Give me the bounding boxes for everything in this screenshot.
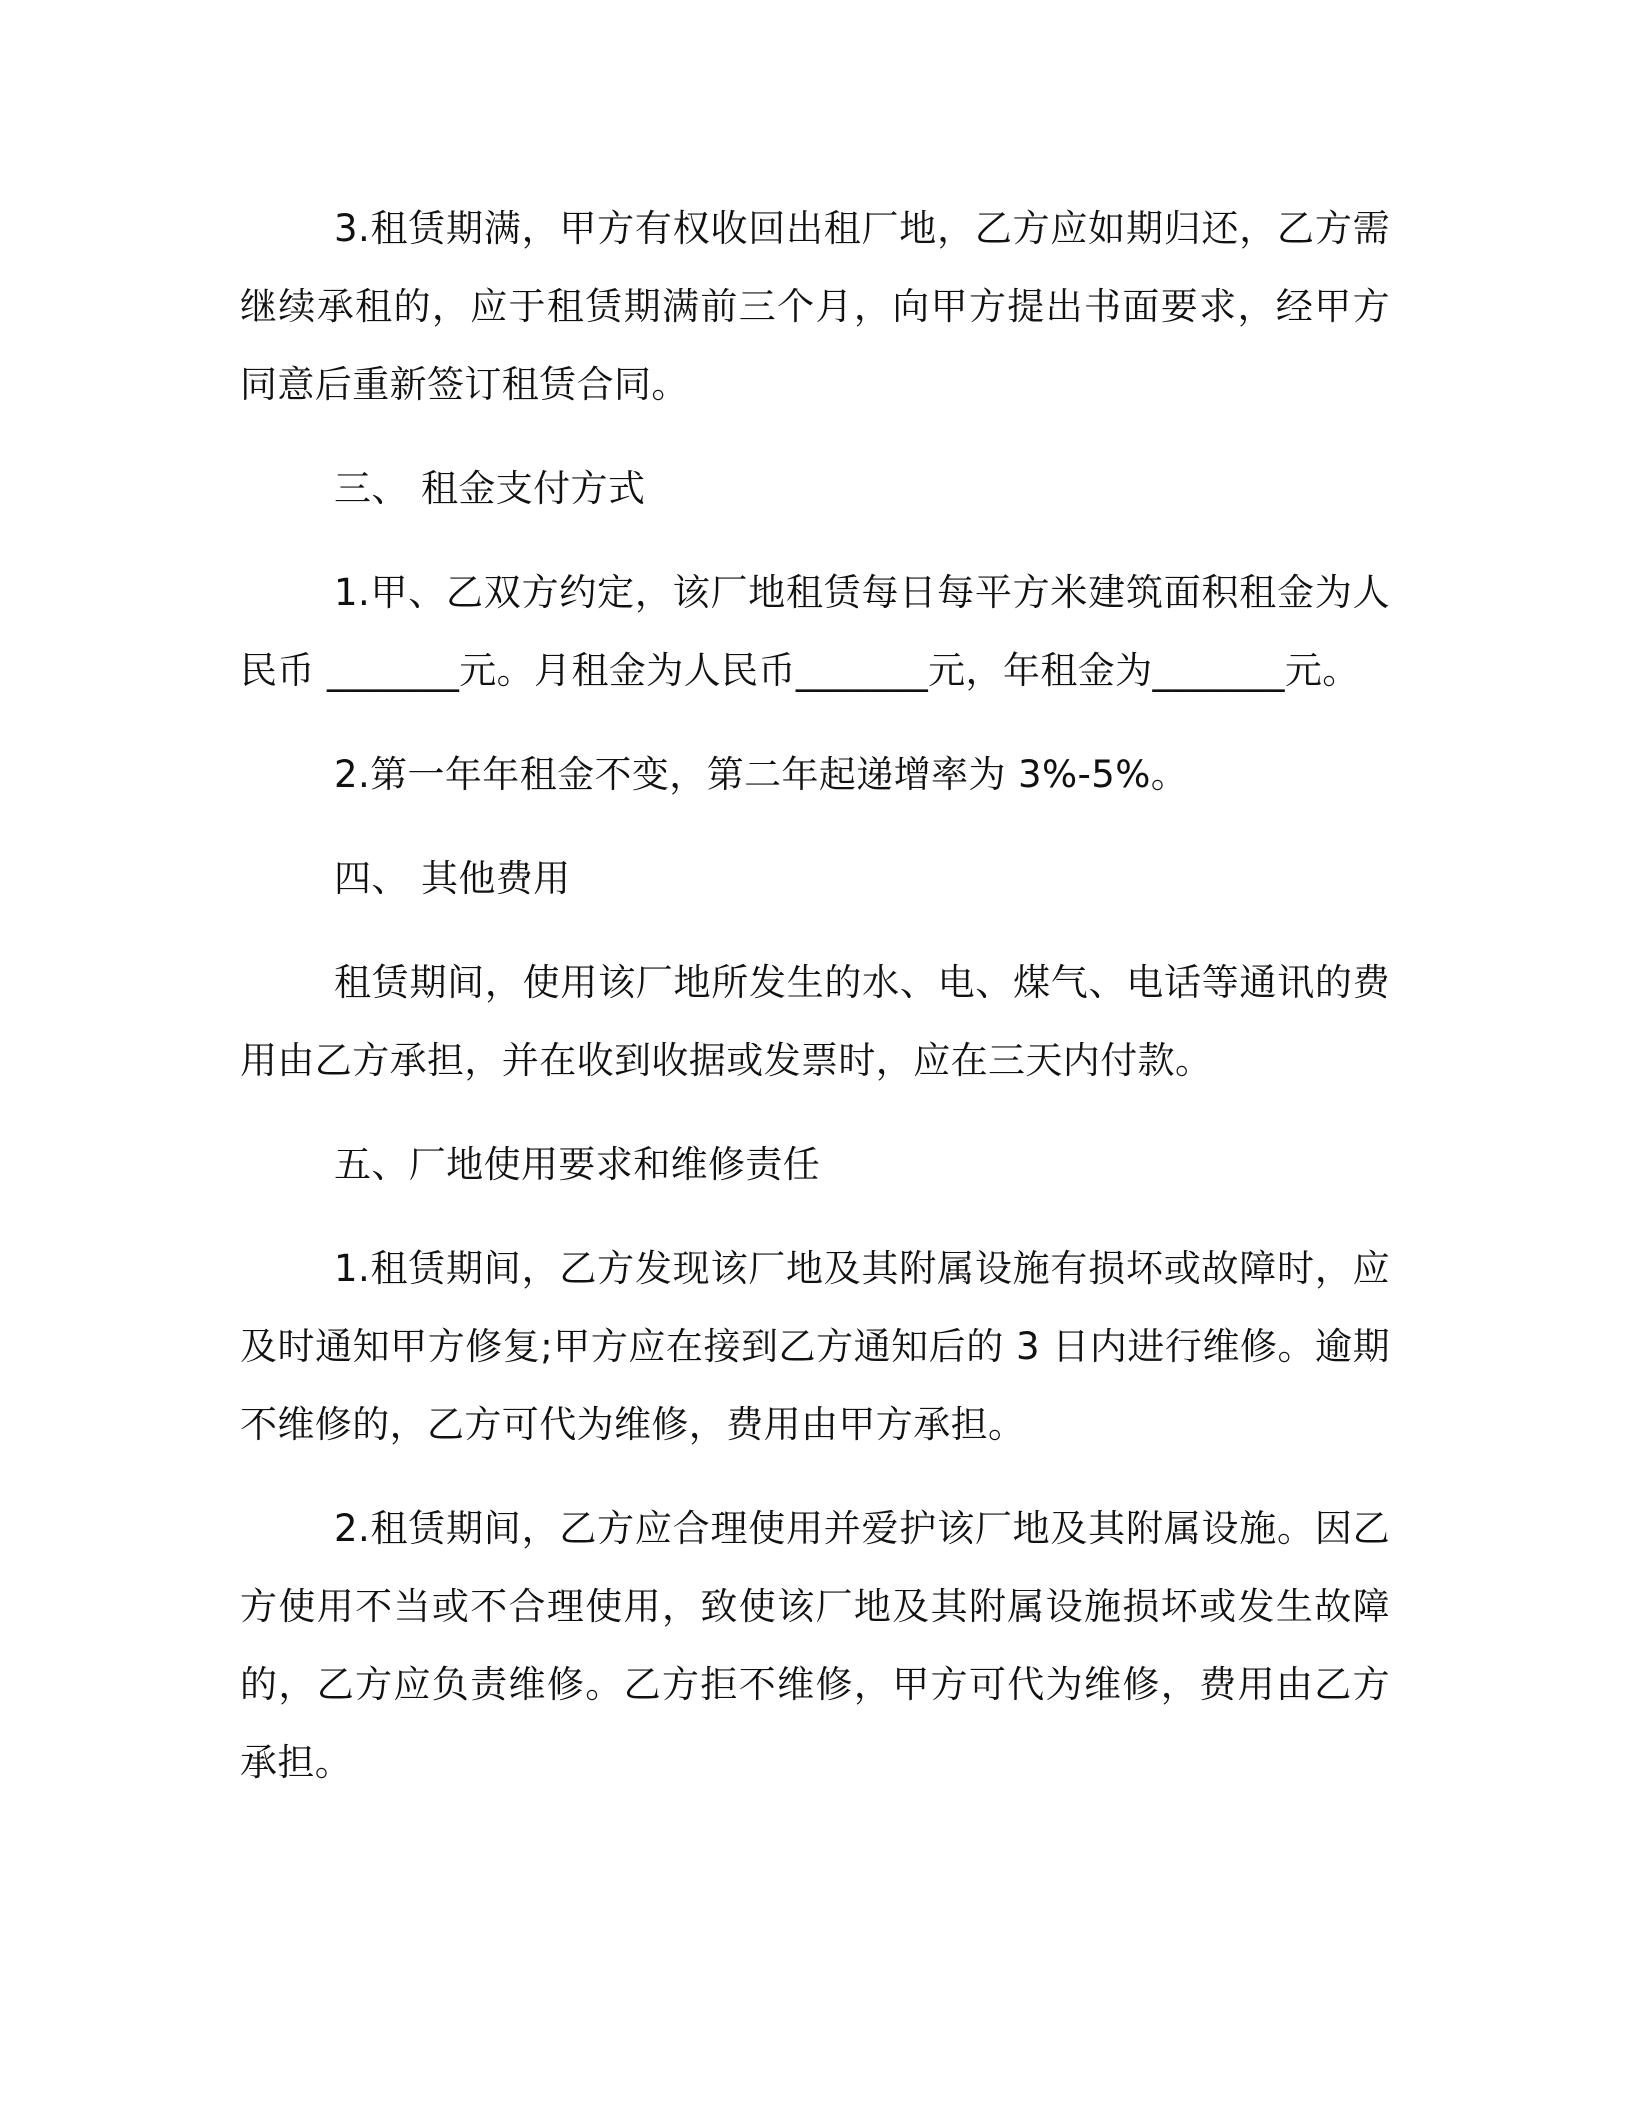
- section-heading-rent-payment: 三、 租金支付方式: [334, 467, 646, 510]
- section-heading-other-fees: 四、 其他费用: [334, 857, 571, 900]
- document-body: [240, 190, 1390, 1828]
- paragraph-utility-fees: 租赁期间，使用该厂地所发生的水、电、煤气、电话等通讯的费用由乙方承担，并在收到收据或发票时，应在三天内付款。: [240, 961, 1390, 1082]
- paragraph-landlord-repair: 1.租赁期间，乙方发现该厂地及其附属设施有损坏或故障时，应及时通知甲方修复;甲方应在接到乙方通知后的 3 日内进行维修。逾期不维修的，乙方可代为维修，费用由甲方承担。: [240, 1247, 1390, 1446]
- paragraph-lease-expiry: 3.租赁期满，甲方有权收回出租厂地，乙方应如期归还，乙方需继续承租的，应于租赁期满前三个月，向甲方提出书面要求，经甲方同意后重新签订租赁合同。: [240, 207, 1390, 406]
- paragraph-tenant-repair: 2.租赁期间，乙方应合理使用并爱护该厂地及其附属设施。因乙方使用不当或不合理使用，致使该厂地及其附属设施损坏或发生故障的，乙方应负责维修。乙方拒不维修，甲方可代为维修，费用由乙方承担。: [240, 1507, 1390, 1784]
- paragraph-rent-amount: 1.甲、乙双方约定，该厂地租赁每日每平方米建筑面积租金为人民币 _______元。月租金为人民币_______元，年租金为_______元。: [240, 571, 1390, 692]
- paragraph-rent-increase: 2.第一年年租金不变，第二年起递增率为 3%-5%。: [334, 753, 1189, 796]
- section-heading-usage-maintenance: 五、厂地使用要求和维修责任: [334, 1143, 821, 1186]
